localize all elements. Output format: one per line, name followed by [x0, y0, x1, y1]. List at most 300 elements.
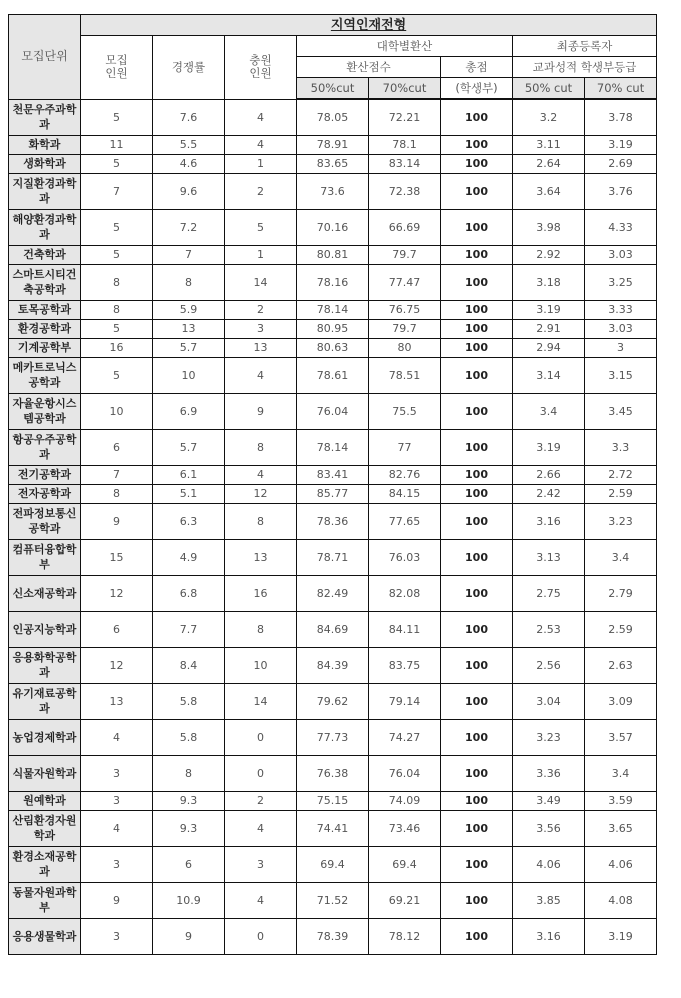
table-row — [9, 135, 657, 154]
dept-cell: 원예학과 — [9, 791, 81, 810]
header-total: 총점 — [441, 57, 513, 78]
total-cell: 100 — [441, 393, 513, 429]
grade50-cell: 2.53 — [513, 611, 585, 647]
quota-cell: 3 — [81, 918, 153, 954]
extra-cell: 12 — [225, 484, 297, 503]
total-cell: 100 — [441, 338, 513, 357]
grade50-cell: 2.64 — [513, 154, 585, 173]
cut70-cell: 77.65 — [369, 503, 441, 539]
cut50-cell: 78.16 — [297, 264, 369, 300]
cut50-cell: 83.41 — [297, 465, 369, 484]
table-row — [9, 154, 657, 173]
grade70-cell: 2.79 — [585, 575, 657, 611]
cut70-cell: 82.76 — [369, 465, 441, 484]
header-quota-line2: 인원 — [105, 66, 128, 81]
competition-cell: 8 — [153, 755, 225, 791]
grade70-cell: 4.06 — [585, 846, 657, 882]
table-row — [9, 683, 657, 719]
grade70-cell: 3.09 — [585, 683, 657, 719]
cut70-cell: 74.27 — [369, 719, 441, 755]
total-cell: 100 — [441, 357, 513, 393]
grade50-cell: 4.06 — [513, 846, 585, 882]
cut70-cell: 78.51 — [369, 357, 441, 393]
dept-cell: 응용화학공학과 — [9, 647, 81, 683]
competition-cell: 6 — [153, 846, 225, 882]
grade50-cell: 3.11 — [513, 135, 585, 154]
extra-cell: 2 — [225, 791, 297, 810]
dept-cell: 기계공학부 — [9, 338, 81, 357]
dept-cell: 환경소재공학과 — [9, 846, 81, 882]
grade70-cell: 2.69 — [585, 154, 657, 173]
table-row — [9, 484, 657, 503]
table-row — [9, 647, 657, 683]
header-extra — [225, 36, 297, 100]
grade50-cell: 3.19 — [513, 429, 585, 465]
cut50-cell: 77.73 — [297, 719, 369, 755]
dept-cell: 식물자원학과 — [9, 755, 81, 791]
total-cell: 100 — [441, 135, 513, 154]
total-cell: 100 — [441, 882, 513, 918]
quota-cell: 6 — [81, 429, 153, 465]
extra-cell: 14 — [225, 264, 297, 300]
dept-cell: 자율운항시스템공학과 — [9, 393, 81, 429]
grade70-cell: 2.63 — [585, 647, 657, 683]
table-header — [9, 15, 657, 100]
grade70-cell: 4.08 — [585, 882, 657, 918]
total-cell: 100 — [441, 503, 513, 539]
header-total-sub: (학생부) — [441, 78, 513, 100]
extra-cell: 14 — [225, 683, 297, 719]
total-cell: 100 — [441, 846, 513, 882]
competition-cell: 7.7 — [153, 611, 225, 647]
extra-cell: 4 — [225, 810, 297, 846]
grade70-cell: 3.4 — [585, 755, 657, 791]
grade50-cell: 3.4 — [513, 393, 585, 429]
dept-cell: 동물자원과학부 — [9, 882, 81, 918]
competition-cell: 6.3 — [153, 503, 225, 539]
table-row — [9, 539, 657, 575]
cut50-cell: 78.05 — [297, 99, 369, 135]
quota-cell: 3 — [81, 755, 153, 791]
grade70-cell: 2.72 — [585, 465, 657, 484]
grade50-cell: 2.75 — [513, 575, 585, 611]
total-cell: 100 — [441, 484, 513, 503]
table-row — [9, 611, 657, 647]
dept-cell: 화학과 — [9, 135, 81, 154]
grade70-cell: 3.23 — [585, 503, 657, 539]
cut50-cell: 78.14 — [297, 429, 369, 465]
dept-cell: 응용생물학과 — [9, 918, 81, 954]
cut50-cell: 70.16 — [297, 209, 369, 245]
cut50-cell: 78.14 — [297, 300, 369, 319]
dept-cell: 유기재료공학과 — [9, 683, 81, 719]
table-row — [9, 99, 657, 135]
extra-cell: 3 — [225, 846, 297, 882]
competition-cell: 6.1 — [153, 465, 225, 484]
quota-cell: 5 — [81, 319, 153, 338]
cut50-cell: 79.62 — [297, 683, 369, 719]
extra-cell: 16 — [225, 575, 297, 611]
cut50-cell: 75.15 — [297, 791, 369, 810]
dept-cell: 컴퓨터융합학부 — [9, 539, 81, 575]
dept-cell: 토목공학과 — [9, 300, 81, 319]
cut70-cell: 69.4 — [369, 846, 441, 882]
total-cell: 100 — [441, 575, 513, 611]
competition-cell: 4.6 — [153, 154, 225, 173]
dept-cell: 전기공학과 — [9, 465, 81, 484]
grade50-cell: 3.23 — [513, 719, 585, 755]
competition-cell: 9.6 — [153, 173, 225, 209]
extra-cell: 1 — [225, 154, 297, 173]
grade50-cell: 2.66 — [513, 465, 585, 484]
quota-cell: 16 — [81, 338, 153, 357]
competition-cell: 13 — [153, 319, 225, 338]
competition-cell: 7.6 — [153, 99, 225, 135]
cut70-cell: 74.09 — [369, 791, 441, 810]
competition-cell: 4.9 — [153, 539, 225, 575]
quota-cell: 8 — [81, 484, 153, 503]
cut70-cell: 82.08 — [369, 575, 441, 611]
grade70-cell: 3.3 — [585, 429, 657, 465]
total-cell: 100 — [441, 465, 513, 484]
table-row — [9, 575, 657, 611]
extra-cell: 1 — [225, 245, 297, 264]
grade70-cell: 3.15 — [585, 357, 657, 393]
total-cell: 100 — [441, 918, 513, 954]
competition-cell: 5.7 — [153, 338, 225, 357]
total-cell: 100 — [441, 683, 513, 719]
competition-cell: 10 — [153, 357, 225, 393]
total-cell: 100 — [441, 209, 513, 245]
table-row — [9, 338, 657, 357]
table-row — [9, 357, 657, 393]
quota-cell: 4 — [81, 810, 153, 846]
cut50-cell: 74.41 — [297, 810, 369, 846]
quota-cell: 12 — [81, 647, 153, 683]
competition-cell: 6.8 — [153, 575, 225, 611]
cut50-cell: 84.69 — [297, 611, 369, 647]
cut50-cell: 78.71 — [297, 539, 369, 575]
quota-cell: 9 — [81, 882, 153, 918]
grade50-cell: 2.94 — [513, 338, 585, 357]
table-row — [9, 882, 657, 918]
total-cell: 100 — [441, 611, 513, 647]
extra-cell: 0 — [225, 755, 297, 791]
grade50-cell: 3.2 — [513, 99, 585, 135]
header-quota — [81, 36, 153, 100]
dept-cell: 전파정보통신공학과 — [9, 503, 81, 539]
cut50-cell: 82.49 — [297, 575, 369, 611]
cut70-cell: 80 — [369, 338, 441, 357]
total-cell: 100 — [441, 791, 513, 810]
table-row — [9, 393, 657, 429]
grade50-cell: 3.14 — [513, 357, 585, 393]
table-row — [9, 719, 657, 755]
extra-cell: 8 — [225, 503, 297, 539]
grade50-cell: 2.92 — [513, 245, 585, 264]
table-title: 지역인재전형 — [81, 15, 657, 36]
dept-cell: 건축학과 — [9, 245, 81, 264]
grade50-cell: 3.16 — [513, 918, 585, 954]
dept-cell: 항공우주공학과 — [9, 429, 81, 465]
dept-cell: 환경공학과 — [9, 319, 81, 338]
cut50-cell: 73.6 — [297, 173, 369, 209]
quota-cell: 9 — [81, 503, 153, 539]
competition-cell: 5.7 — [153, 429, 225, 465]
competition-cell: 5.8 — [153, 719, 225, 755]
dept-cell: 메카트로닉스공학과 — [9, 357, 81, 393]
grade70-cell: 3.78 — [585, 99, 657, 135]
dept-cell: 전자공학과 — [9, 484, 81, 503]
cut50-cell: 71.52 — [297, 882, 369, 918]
total-cell: 100 — [441, 264, 513, 300]
grade70-cell: 3.19 — [585, 918, 657, 954]
cut70-cell: 76.04 — [369, 755, 441, 791]
cut70-cell: 76.03 — [369, 539, 441, 575]
extra-cell: 8 — [225, 611, 297, 647]
grade70-cell: 2.59 — [585, 484, 657, 503]
cut50-cell: 76.38 — [297, 755, 369, 791]
grade70-cell: 3.76 — [585, 173, 657, 209]
cut50-cell: 80.63 — [297, 338, 369, 357]
grade70-cell: 3.65 — [585, 810, 657, 846]
extra-cell: 4 — [225, 135, 297, 154]
header-competition: 경쟁률 — [153, 36, 225, 100]
grade50-cell: 3.04 — [513, 683, 585, 719]
grade50-cell: 3.19 — [513, 300, 585, 319]
cut50-cell: 78.91 — [297, 135, 369, 154]
table-row — [9, 918, 657, 954]
competition-cell: 5.8 — [153, 683, 225, 719]
cut70-cell: 72.38 — [369, 173, 441, 209]
extra-cell: 13 — [225, 539, 297, 575]
header-conv-score: 환산점수 — [297, 57, 441, 78]
cut50-cell: 78.36 — [297, 503, 369, 539]
total-cell: 100 — [441, 245, 513, 264]
cut50-cell: 84.39 — [297, 647, 369, 683]
grade70-cell: 3.19 — [585, 135, 657, 154]
quota-cell: 10 — [81, 393, 153, 429]
extra-cell: 4 — [225, 465, 297, 484]
competition-cell: 5.1 — [153, 484, 225, 503]
total-cell: 100 — [441, 755, 513, 791]
quota-cell: 5 — [81, 245, 153, 264]
grade50-cell: 3.49 — [513, 791, 585, 810]
total-cell: 100 — [441, 810, 513, 846]
competition-cell: 5.5 — [153, 135, 225, 154]
quota-cell: 5 — [81, 99, 153, 135]
cut70-cell: 77 — [369, 429, 441, 465]
dept-cell: 신소재공학과 — [9, 575, 81, 611]
quota-cell: 5 — [81, 154, 153, 173]
dept-cell: 천문우주과학과 — [9, 99, 81, 135]
quota-cell: 13 — [81, 683, 153, 719]
grade70-cell: 4.33 — [585, 209, 657, 245]
dept-cell: 인공지능학과 — [9, 611, 81, 647]
cut70-cell: 83.14 — [369, 154, 441, 173]
cut50-cell: 76.04 — [297, 393, 369, 429]
grade50-cell: 3.98 — [513, 209, 585, 245]
cut70-cell: 83.75 — [369, 647, 441, 683]
extra-cell: 4 — [225, 99, 297, 135]
cut70-cell: 76.75 — [369, 300, 441, 319]
grade70-cell: 3.33 — [585, 300, 657, 319]
table-row — [9, 791, 657, 810]
dept-cell: 농업경제학과 — [9, 719, 81, 755]
admission-results-table — [8, 14, 657, 955]
cut70-cell: 78.1 — [369, 135, 441, 154]
grade50-cell: 2.42 — [513, 484, 585, 503]
quota-cell: 5 — [81, 209, 153, 245]
cut50-cell: 78.39 — [297, 918, 369, 954]
cut70-cell: 78.12 — [369, 918, 441, 954]
table-row — [9, 503, 657, 539]
competition-cell: 9.3 — [153, 810, 225, 846]
grade70-cell: 2.59 — [585, 611, 657, 647]
extra-cell: 5 — [225, 209, 297, 245]
total-cell: 100 — [441, 173, 513, 209]
competition-cell: 5.9 — [153, 300, 225, 319]
grade70-cell: 3.03 — [585, 245, 657, 264]
table-row — [9, 846, 657, 882]
header-quota-line1: 모집 — [105, 53, 128, 68]
competition-cell: 8 — [153, 264, 225, 300]
quota-cell: 8 — [81, 300, 153, 319]
dept-cell: 스마트시티건축공학과 — [9, 264, 81, 300]
table-row — [9, 264, 657, 300]
grade50-cell: 3.85 — [513, 882, 585, 918]
quota-cell: 11 — [81, 135, 153, 154]
dept-cell: 산림환경자원학과 — [9, 810, 81, 846]
cut70-cell: 84.15 — [369, 484, 441, 503]
grade50-cell: 3.56 — [513, 810, 585, 846]
quota-cell: 8 — [81, 264, 153, 300]
header-unit: 모집단위 — [9, 15, 81, 100]
table-body — [9, 99, 657, 954]
quota-cell: 3 — [81, 846, 153, 882]
grade50-cell: 3.36 — [513, 755, 585, 791]
quota-cell: 4 — [81, 719, 153, 755]
cut50-cell: 69.4 — [297, 846, 369, 882]
grade50-cell: 3.16 — [513, 503, 585, 539]
extra-cell: 4 — [225, 357, 297, 393]
grade50-cell: 3.13 — [513, 539, 585, 575]
extra-cell: 3 — [225, 319, 297, 338]
dept-cell: 해양환경과학과 — [9, 209, 81, 245]
header-final: 최종등록자 — [513, 36, 657, 57]
dept-cell: 생화학과 — [9, 154, 81, 173]
quota-cell: 5 — [81, 357, 153, 393]
table-row — [9, 465, 657, 484]
header-extra-line1: 충원 — [249, 53, 272, 68]
extra-cell: 0 — [225, 918, 297, 954]
header-grade50: 50% cut — [513, 78, 585, 100]
table-row — [9, 810, 657, 846]
table-row — [9, 209, 657, 245]
extra-cell: 2 — [225, 300, 297, 319]
table-row — [9, 429, 657, 465]
header-final-sub: 교과성적 학생부등급 — [513, 57, 657, 78]
cut70-cell: 79.7 — [369, 319, 441, 338]
quota-cell: 15 — [81, 539, 153, 575]
table-row — [9, 300, 657, 319]
grade70-cell: 3.45 — [585, 393, 657, 429]
extra-cell: 2 — [225, 173, 297, 209]
header-cut50: 50%cut — [297, 78, 369, 100]
competition-cell: 7 — [153, 245, 225, 264]
competition-cell: 10.9 — [153, 882, 225, 918]
total-cell: 100 — [441, 719, 513, 755]
grade50-cell: 3.18 — [513, 264, 585, 300]
quota-cell: 7 — [81, 465, 153, 484]
extra-cell: 0 — [225, 719, 297, 755]
grade50-cell: 2.91 — [513, 319, 585, 338]
cut50-cell: 85.77 — [297, 484, 369, 503]
quota-cell: 12 — [81, 575, 153, 611]
quota-cell: 3 — [81, 791, 153, 810]
table-row — [9, 755, 657, 791]
grade50-cell: 2.56 — [513, 647, 585, 683]
cut50-cell: 83.65 — [297, 154, 369, 173]
grade50-cell: 3.64 — [513, 173, 585, 209]
cut70-cell: 72.21 — [369, 99, 441, 135]
cut50-cell: 80.95 — [297, 319, 369, 338]
total-cell: 100 — [441, 429, 513, 465]
table-row — [9, 173, 657, 209]
dept-cell: 지질환경과학과 — [9, 173, 81, 209]
competition-cell: 9 — [153, 918, 225, 954]
extra-cell: 9 — [225, 393, 297, 429]
grade70-cell: 3.4 — [585, 539, 657, 575]
header-conversion: 대학별환산 — [297, 36, 513, 57]
grade70-cell: 3 — [585, 338, 657, 357]
cut70-cell: 79.7 — [369, 245, 441, 264]
extra-cell: 13 — [225, 338, 297, 357]
header-extra-line2: 인원 — [249, 66, 272, 81]
cut70-cell: 84.11 — [369, 611, 441, 647]
grade70-cell: 3.03 — [585, 319, 657, 338]
total-cell: 100 — [441, 154, 513, 173]
competition-cell: 6.9 — [153, 393, 225, 429]
grade70-cell: 3.57 — [585, 719, 657, 755]
header-grade70: 70% cut — [585, 78, 657, 100]
header-cut70: 70%cut — [369, 78, 441, 100]
cut50-cell: 80.81 — [297, 245, 369, 264]
competition-cell: 7.2 — [153, 209, 225, 245]
cut70-cell: 79.14 — [369, 683, 441, 719]
total-cell: 100 — [441, 647, 513, 683]
extra-cell: 8 — [225, 429, 297, 465]
table-row — [9, 245, 657, 264]
competition-cell: 9.3 — [153, 791, 225, 810]
total-cell: 100 — [441, 539, 513, 575]
cut50-cell: 78.61 — [297, 357, 369, 393]
cut70-cell: 75.5 — [369, 393, 441, 429]
cut70-cell: 73.46 — [369, 810, 441, 846]
table-row — [9, 319, 657, 338]
quota-cell: 7 — [81, 173, 153, 209]
total-cell: 100 — [441, 99, 513, 135]
grade70-cell: 3.25 — [585, 264, 657, 300]
extra-cell: 4 — [225, 882, 297, 918]
cut70-cell: 77.47 — [369, 264, 441, 300]
cut70-cell: 69.21 — [369, 882, 441, 918]
total-cell: 100 — [441, 300, 513, 319]
grade70-cell: 3.59 — [585, 791, 657, 810]
quota-cell: 6 — [81, 611, 153, 647]
total-cell: 100 — [441, 319, 513, 338]
cut70-cell: 66.69 — [369, 209, 441, 245]
